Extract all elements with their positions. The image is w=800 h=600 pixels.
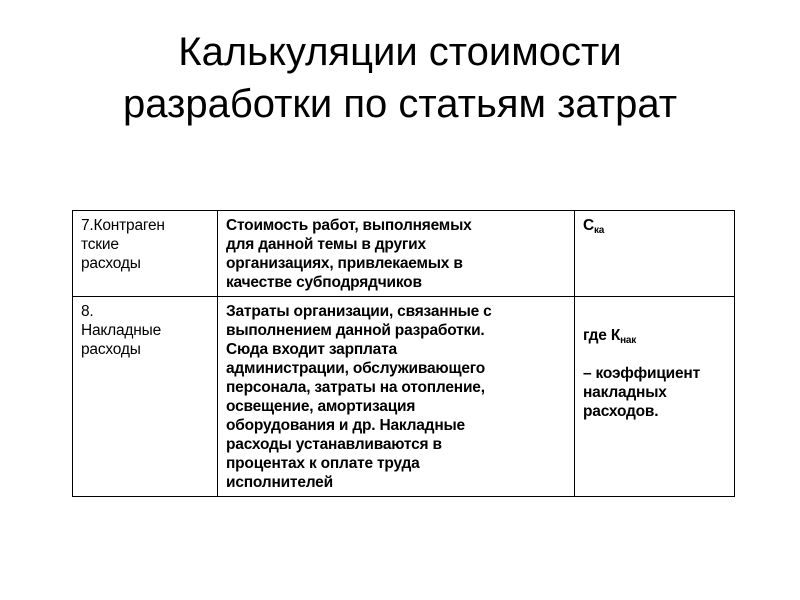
description-line: качестве субподрядчиков: [226, 274, 422, 291]
table-row-contractor: [73, 211, 735, 297]
slide-title: [40, 26, 760, 130]
description-line: процентах к оплате труда: [226, 455, 420, 472]
item-name-line: Накладные: [81, 322, 161, 339]
formula-note-line: накладных: [583, 384, 667, 401]
cell-item-formula: [575, 297, 735, 497]
description-line: Стоимость работ, выполняемых: [226, 217, 472, 234]
description-line: выполнением данной разработки.: [226, 322, 485, 339]
formula-subscript: нак: [620, 335, 637, 346]
slide-title-line-1: Калькуляции стоимости: [178, 30, 622, 74]
table-row-overhead: [73, 297, 735, 497]
description-line: Затраты организации, связанные с: [226, 303, 492, 320]
description-line: для данной темы в других: [226, 236, 426, 253]
description-line: исполнителей: [226, 474, 333, 491]
item-name-line: тские: [81, 236, 119, 253]
formula-prefix: где К: [583, 327, 621, 344]
cell-item-description: [218, 297, 575, 497]
item-name-line: расходы: [81, 255, 141, 272]
formula-gap: [583, 345, 726, 364]
item-name-line: 7.Контраген: [81, 217, 165, 234]
description-line: расходы устанавливаются в: [226, 436, 442, 453]
formula-subscript: ка: [594, 225, 605, 236]
item-name-line: расходы: [81, 341, 141, 358]
description-line: администрации, обслуживающего: [226, 360, 486, 377]
cell-item-name: [73, 211, 218, 297]
description-line: Сюда входит зарплата: [226, 341, 397, 358]
formula-note-line: расходов.: [583, 403, 659, 420]
description-line: оборудования и др. Накладные: [226, 417, 465, 434]
formula-note-line: – коэффициент: [583, 365, 700, 382]
item-name-line: 8.: [81, 303, 94, 320]
description-line: организациях, привлекаемых в: [226, 255, 463, 272]
formula-coefficient: [583, 302, 726, 345]
formula-symbol: С: [583, 217, 594, 234]
cost-items-table: [72, 210, 735, 497]
slide-title-line-2: разработки по статьям затрат: [122, 82, 678, 126]
description-line: персонала, затраты на отопление,: [226, 379, 485, 396]
description-line: освещение, амортизация: [226, 398, 416, 415]
cell-item-name: [73, 297, 218, 497]
cell-item-description: [218, 211, 575, 297]
cell-item-formula: [575, 211, 735, 297]
